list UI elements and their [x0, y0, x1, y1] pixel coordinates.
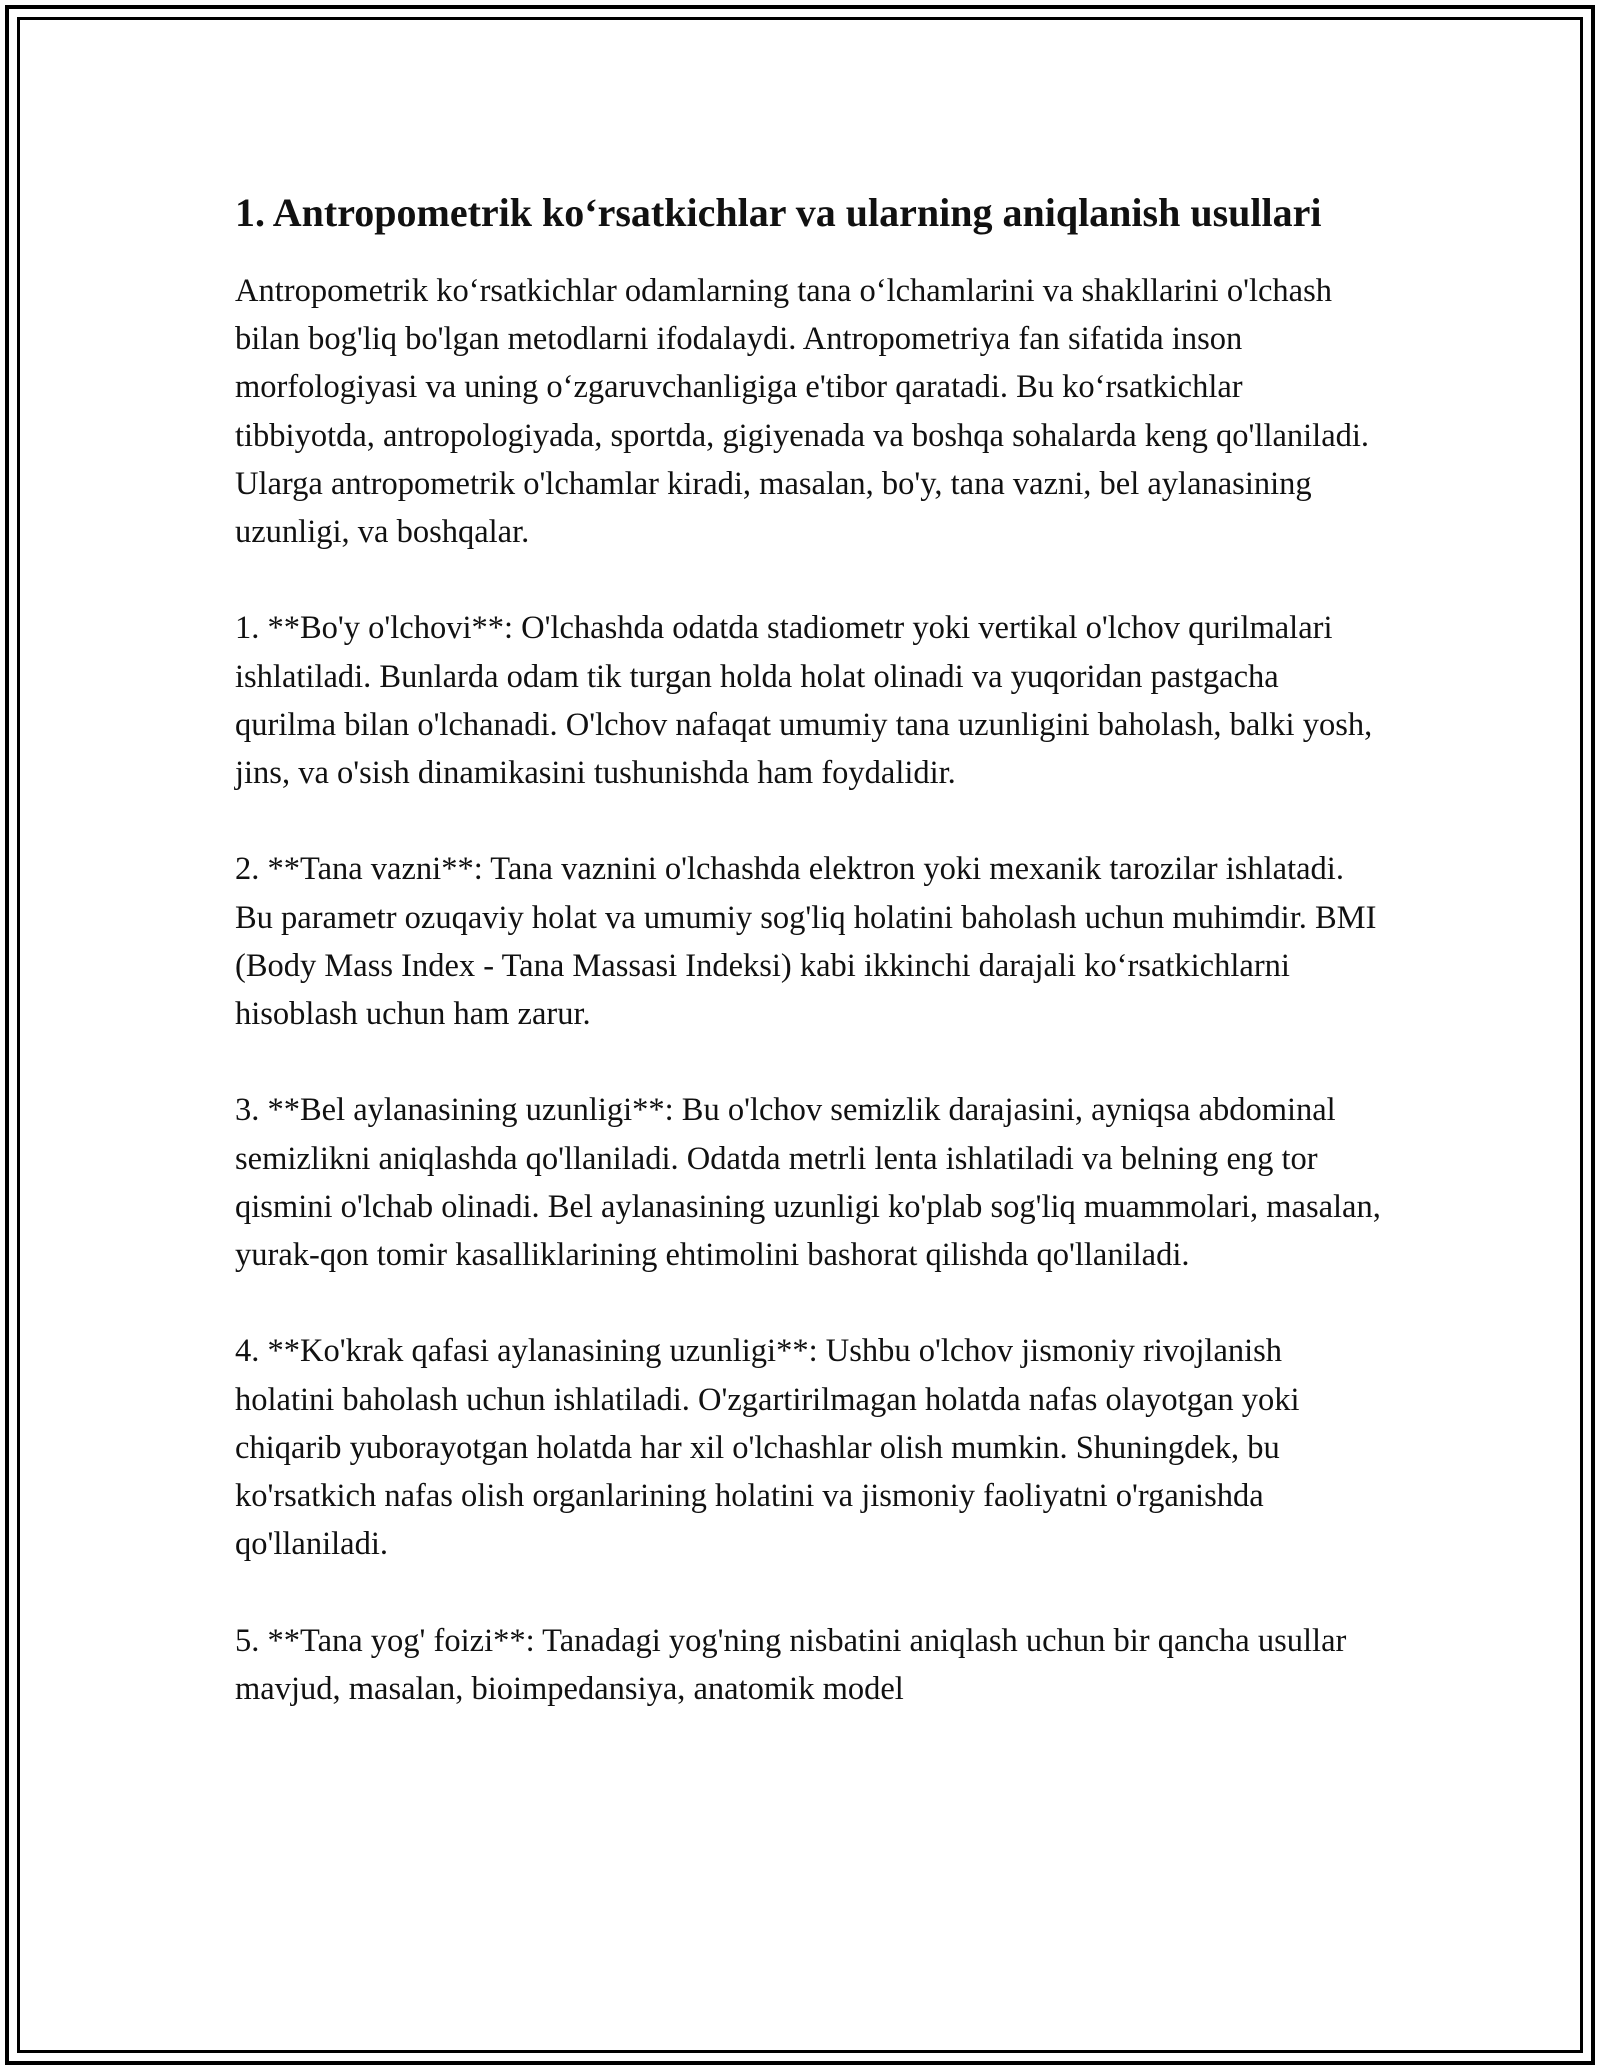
- section-heading: 1. Antropometrik ko‘rsatkichlar va ularning aniqlanish usullari: [235, 190, 1322, 235]
- paragraph-chest-circumference: 4. **Ko'krak qafasi aylanasining uzunligi**: Ushbu o'lchov jismoniy rivojlanish holatini baholash uchun ishlatiladi. O'zgartirilmagan holatda nafas olayotgan yoki chiqarib yuborayotgan holatda har xil o'lchashlar olish mumkin. Shuningdek, bu ko'rsatkich nafas olish organlarining holatini va jismoniy faoliyatni o'rganishda qo'llaniladi.: [235, 1333, 1300, 1563]
- document-body: [235, 185, 1385, 1713]
- paragraph-height-measurement: 1. **Bo'y o'lchovi**: O'lchashda odatda stadiometr yoki vertikal o'lchov qurilmalari ishlatiladi. Bunlarda odam tik turgan holda holat olinadi va yuqoridan pastgacha qurilma bilan o'lchanadi. O'lchov nafaqat umumiy tana uzunligini baholash, balki yosh, jins, va o'sish dinamikasini tushunishda ham foydalidir.: [235, 610, 1373, 792]
- intro-paragraph: Antropometrik ko‘rsatkichlar odamlarning tana o‘lchamlarini va shakllarini o'lchash bilan bog'liq bo'lgan metodlarni ifodalaydi. Antropometriya fan sifatida inson morfologiyasi va uning o‘zgaruvchanligiga e'tibor qaratadi. Bu ko‘rsatkichlar tibbiyotda, antropologiyada, sportda, gigiyenada va boshqa sohalarda keng qo'llaniladi. Ularga antropometrik o'lchamlar kiradi, masalan, bo'y, tana vazni, bel aylanasining uzunligi, va boshqalar.: [235, 273, 1370, 551]
- paragraph-body-fat: 5. **Tana yog' foizi**: Tanadagi yog'ning nisbatini aniqlash uchun bir qancha usullar mavjud, masalan, bioimpedansiya, anatomik model: [235, 1622, 1347, 1707]
- paragraph-waist-circumference: 3. **Bel aylanasining uzunligi**: Bu o'lchov semizlik darajasini, ayniqsa abdominal semizlikni aniqlashda qo'llaniladi. Odatda metrli lenta ishlatiladi va belning eng tor qismini o'lchab olinadi. Bel aylanasining uzunligi ko'plab sog'liq muammolari, masalan, yurak-qon tomir kasalliklarining ehtimolini bashorat qilishda qo'llaniladi.: [235, 1092, 1381, 1274]
- paragraph-body-weight: 2. **Tana vazni**: Tana vaznini o'lchashda elektron yoki mexanik tarozilar ishlatadi. Bu parametr ozuqaviy holat va umumiy sog'liq holatini baholash uchun muhimdir. BMI (Body Mass Index - Tana Massasi Indeksi) kabi ikkinchi darajali ko‘rsatkichlarni hisoblash uchun ham zarur.: [235, 851, 1377, 1033]
